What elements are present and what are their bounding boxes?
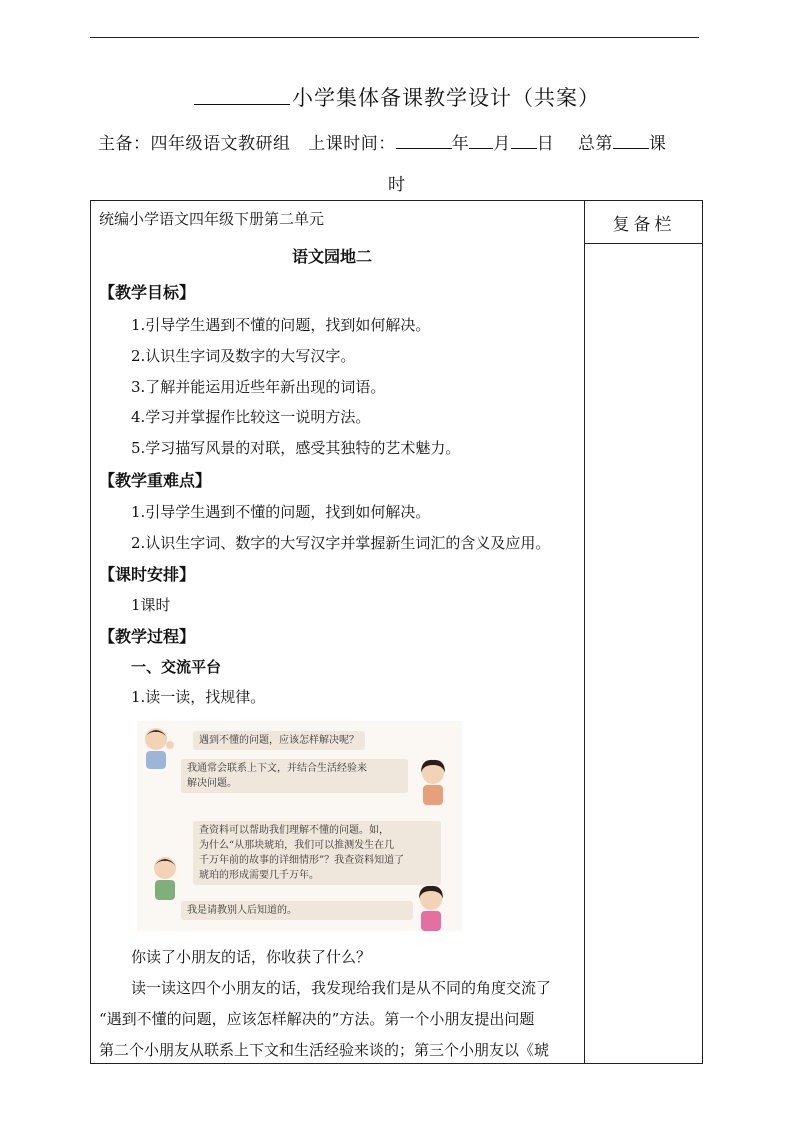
girl-avatar-icon (413, 757, 453, 809)
goal-item: 2.认识生字词及数字的大写汉字。 (131, 347, 356, 365)
year-blank[interactable] (396, 134, 452, 149)
header-rule (90, 37, 699, 38)
school-name-blank[interactable] (194, 86, 290, 105)
hour-label: 时 (388, 175, 405, 195)
goal-item: 5.学习描写风景的对联，感受其独特的艺术魅力。 (131, 439, 461, 457)
paragraph-line: 读一读这四个小朋友的话，我发现给我们是从不同的角度交流了 (131, 979, 552, 997)
key-point-item: 2.认识生字词、数字的大写汉字并掌握新生词汇的含义及应用。 (131, 534, 551, 552)
paragraph-line: 第二个小朋友从联系上下文和生活经验来谈的；第三个小朋友以《琥 (99, 1041, 550, 1059)
question-text: 你读了小朋友的话，你收获了什么？ (131, 948, 372, 966)
unit-label: 统编小学语文四年级下册第二单元 (99, 210, 325, 228)
process-heading: 【教学过程】 (99, 627, 196, 646)
goal-item: 3.了解并能运用近些年新出现的词语。 (131, 378, 386, 396)
section-heading: 一、交流平台 (131, 658, 222, 676)
goal-item: 4.学习并掌握作比较这一说明方法。 (131, 408, 371, 426)
boy-avatar-icon (147, 853, 185, 903)
lesson-info-line: 主备：四年级语文教研组 上课时间： 年 月 日 总第 课 (98, 134, 667, 154)
month-blank[interactable] (469, 134, 493, 149)
page-title: 小学集体备课教学设计（共案） (0, 82, 794, 112)
goals-heading: 【教学目标】 (99, 283, 196, 302)
schedule-value: 1课时 (131, 596, 171, 614)
lesson-title: 语文园地二 (292, 247, 373, 266)
day-blank[interactable] (511, 134, 537, 149)
side-header-divider (584, 243, 703, 244)
speech-bubble: 查资料可以帮助我们理解不懂的问题。如， 为什么“从那块琥珀，我们可以推测发生在几 千万年前的故事的详细情形”？我查资料知道了 琥珀的形成需要几千万年。 (193, 821, 441, 885)
step-label: 1.读一读，找规律。 (131, 688, 266, 706)
prep-label: 主备：四年级语文教研组 (98, 134, 291, 154)
column-divider (584, 201, 585, 1063)
review-column-title: 复备栏 (612, 215, 676, 235)
paragraph-line: “遇到不懂的问题，应该怎样解决的”方法。第一个小朋友提出问题 (99, 1010, 535, 1028)
time-label: 上课时间： (308, 134, 396, 154)
dialogue-illustration (137, 721, 462, 931)
speech-bubble: 我通常会联系上下文，并结合生活经验来 解决问题。 (181, 759, 408, 793)
schedule-heading: 【课时安排】 (99, 565, 196, 584)
speech-bubble: 我是请教别人后知道的。 (181, 901, 413, 920)
key-points-heading: 【教学重难点】 (99, 471, 212, 490)
speech-bubble: 遇到不懂的问题，应该怎样解决呢？ (193, 731, 365, 750)
total-blank[interactable] (613, 134, 649, 149)
goal-item: 1.引导学生遇到不懂的问题，找到如何解决。 (131, 316, 431, 334)
boy-avatar-icon (139, 725, 177, 771)
girl-avatar-icon (409, 881, 453, 931)
key-point-item: 1.引导学生遇到不懂的问题，找到如何解决。 (131, 503, 431, 521)
lesson-table (90, 200, 703, 1064)
